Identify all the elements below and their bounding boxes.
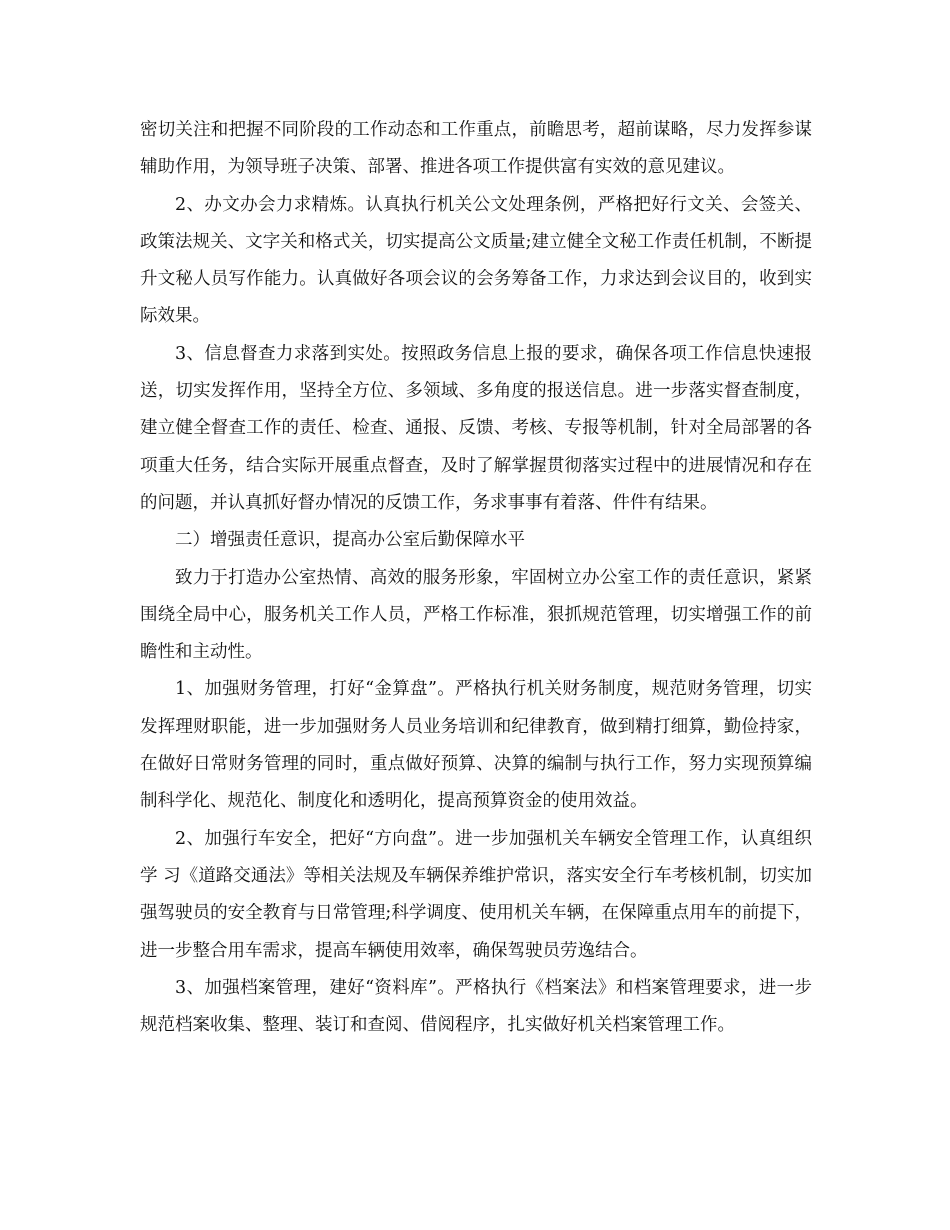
paragraph-finance-management: 1、加强财务管理，打好“金算盘”。严格执行机关财务制度，规范财务管理，切实发挥理财职能，进一步加强财务人员业务培训和纪律教育，做到精打细算，勤俭持家，在做好日常财务管理的同时，重点做好预算、决算的编制与执行工作，努力实现预算编制科学化、规范化、制度化和透明化，提高预算资金的使用效益。 <box>140 679 812 812</box>
paragraph-service-image: 致力于打造办公室热情、高效的服务形象，牢固树立办公室工作的责任意识，紧紧围绕全局中心，服务机关工作人员，严格工作标准，狠抓规范管理，切实增强工作的前瞻性和主动性。 <box>140 567 812 663</box>
paragraph-driving-safety: 2、加强行车安全，把好“方向盘”。进一步加强机关车辆安全管理工作，认真组织学 习《道路交通法》等相关法规及车辆保养维护常识，落实安全行车考核机制，切实加强驾驶员的安全教育与日常管理;科学调度、使用机关车辆，在保障重点用车的前提下，进一步整合用车需求，提高车辆使用效率，确保驾驶员劳逸结合。 <box>140 828 812 961</box>
paragraph-continuation: 密切关注和把握不同阶段的工作动态和工作重点，前瞻思考，超前谋略，尽力发挥参谋辅助作用，为领导班子决策、部署、推进各项工作提供富有实效的意见建议。 <box>140 120 812 178</box>
section-heading: 二）增强责任意识，提高办公室后勤保障水平 <box>175 530 525 551</box>
document-body <box>140 112 812 1044</box>
paragraph-document-meetings: 2、办文办会力求精炼。认真执行机关公文处理条例，严格把好行文关、会签关、政策法规关、文字关和格式关，切实提高公文质量;建立健全文秘工作责任机制，不断提升文秘人员写作能力。认真做好各项会议的会务筹备工作，力求达到会议目的，收到实际效果。 <box>140 194 812 327</box>
paragraph-archive-management: 3、加强档案管理，建好“资料库”。严格执行《档案法》和档案管理要求，进一步规范档案收集、整理、装订和查阅、借阅程序，扎实做好机关档案管理工作。 <box>140 977 812 1036</box>
paragraph-information-supervision: 3、信息督查力求落到实处。按照政务信息上报的要求，确保各项工作信息快速报送，切实发挥作用，坚持全方位、多领域、多角度的报送信息。进一步落实督查制度，建立健全督查工作的责任、检查、通报、反馈、考核、专报等机制，针对全局部署的各项重大任务，结合实际开展重点督查，及时了解掌握贯彻落实过程中的进展情况和存在的问题，并认真抓好督办情况的反馈工作，务求事事有着落、件件有结果。 <box>140 343 812 513</box>
